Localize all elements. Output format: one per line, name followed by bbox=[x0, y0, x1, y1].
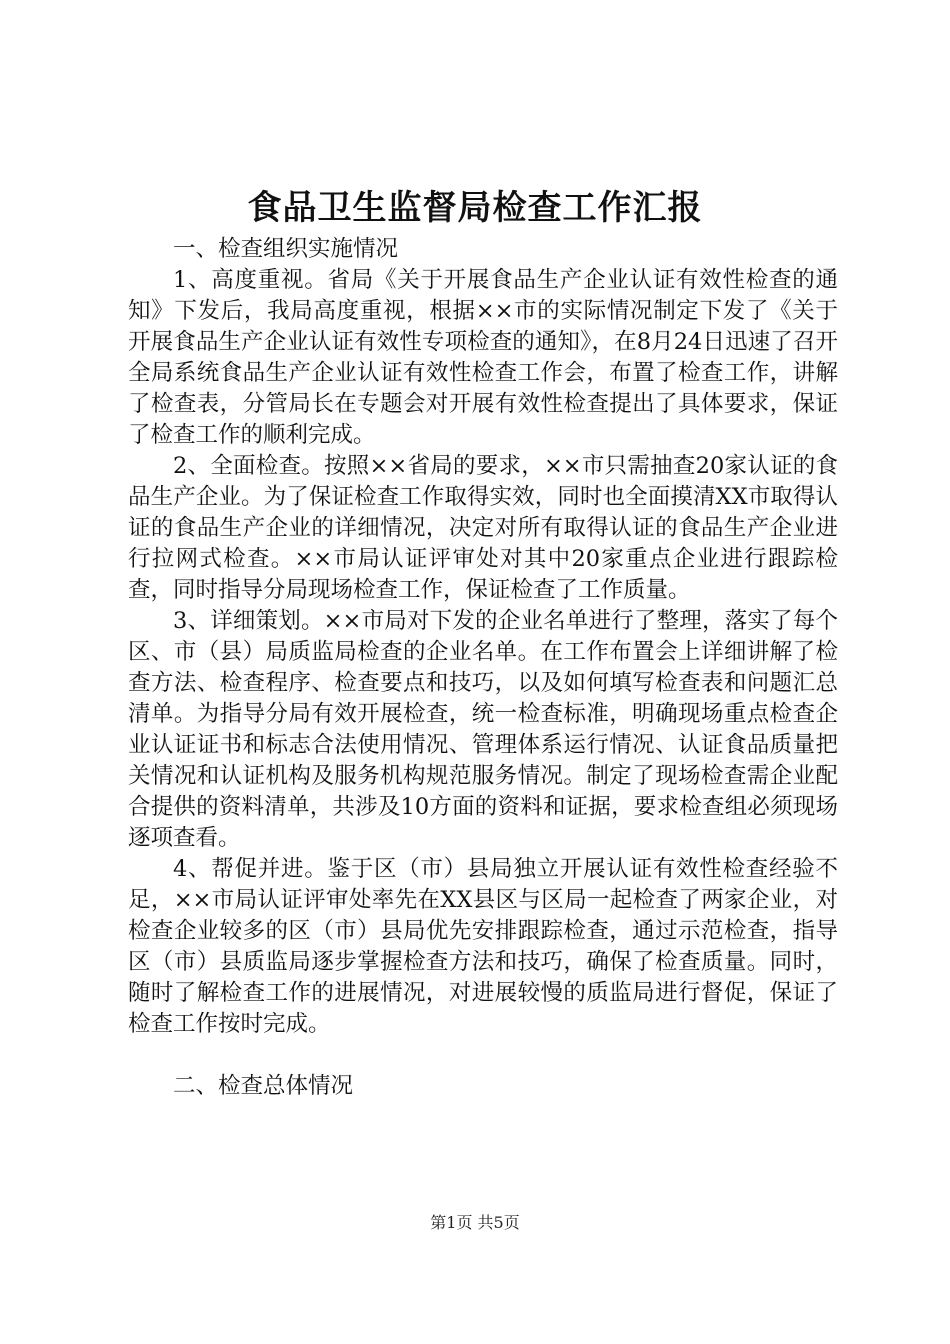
blank-line bbox=[128, 1040, 838, 1071]
section-heading-1: 一、检查组织实施情况 bbox=[173, 236, 399, 262]
paragraph-3: 3、详细策划。××市局对下发的企业名单进行了整理，落实了每个区、市（县）局质监局检查的企业名单。在工作布置会上详细讲解了检查方法、检查程序、检查要点和技巧，以及如何填写检查表和问题汇总清单。为指导分局有效开展检查，统一检查标准，明确现场重点检查企业认证证书和标志合法使用情况、管理体系运行情况、认证食品质量把关情况和认证机构及服务机构规范服务情况。制定了现场检查需企业配合提供的资料清单，共涉及10方面的资料和证据，要求检查组必须现场逐项查看。 bbox=[128, 608, 838, 851]
section-heading-2: 二、检查总体情况 bbox=[173, 1073, 354, 1099]
paragraph-1: 1、高度重视。省局《关于开展食品生产企业认证有效性检查的通知》下发后，我局高度重视，根据××市的实际情况制定下发了《关于开展食品生产企业认证有效性专项检查的通知》，在8月24日迅速了召开全局系统食品生产企业认证有效性检查工作会，布置了检查工作，讲解了检查表，分管局长在专题会对开展有效性检查提出了具体要求，保证了检查工作的顺利完成。 bbox=[128, 267, 838, 448]
paragraph-4: 4、帮促并进。鉴于区（市）县局独立开展认证有效性检查经验不足，××市局认证评审处率先在XX县区与区局一起检查了两家企业，对检查企业较多的区（市）县局优先安排跟踪检查，通过示范检查，指导区（市）县质监局逐步掌握检查方法和技巧，确保了检查质量。同时，随时了解检查工作的进展情况，对进展较慢的质监局进行督促，保证了检查工作按时完成。 bbox=[128, 856, 838, 1037]
document-body bbox=[128, 234, 838, 1102]
page-number-footer: 第1页 共5页 bbox=[430, 1213, 520, 1232]
document-title: 食品卫生监督局检查工作汇报 bbox=[247, 188, 703, 228]
paragraph-2: 2、全面检查。按照××省局的要求，××市只需抽查20家认证的食品生产企业。为了保证检查工作取得实效，同时也全面摸清XX市取得认证的食品生产企业的详细情况，决定对所有取得认证的食品生产企业进行拉网式检查。××市局认证评审处对其中20家重点企业进行跟踪检查，同时指导分局现场检查工作，保证检查了工作质量。 bbox=[128, 453, 838, 603]
